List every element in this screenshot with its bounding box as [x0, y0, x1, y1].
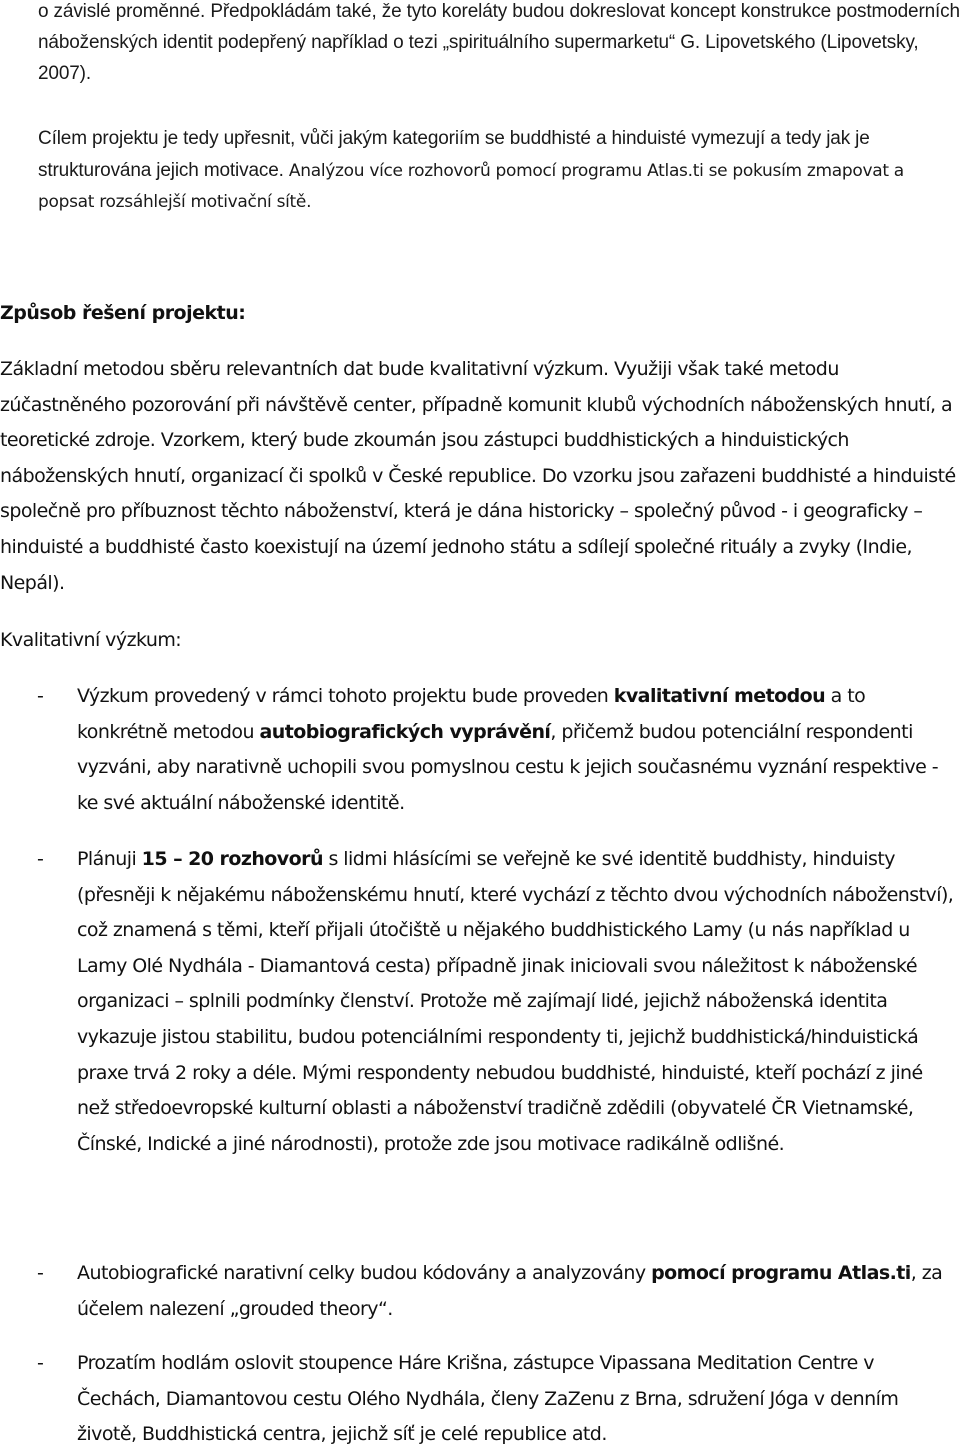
text-segment: s lidmi hlásícími se veřejně ke své identitě buddhisty, hinduisty (přesněji k nějakému náboženskému hnutí, které vychází z těchto dvou východních náboženství), což znamená s těmi, kteří přijali útočiště u nějakého buddhistického Lamy (u nás například u Lamy Olé Nydhála - Diamantová cesta) případně jinak iniciovali svou náležitost k náboženské organizaci – splnili podmínky členství. Protože mě zajímají lidé, jejichž náboženská identita vykazuje jistou stabilitu, budou potenciálními respondenty ti, jejichž buddhistická/hinduistická praxe trvá 2 roky a déle. Mými respondenty nebudou buddhisté, hinduisté, kteří pochází z jiné než středoevropské kulturní oblasti a náboženství tradičně zdědili (obyvatelé ČR Vietnamské, Čínské, Indické a jiné národnosti), protože zde jsou motivace radikálně odlišné.: [77, 848, 954, 1155]
list-marker: -: [37, 1352, 44, 1374]
text-segment: , za účelem nalezení „grouded theory“.: [77, 1262, 943, 1320]
list-marker: -: [37, 848, 44, 870]
intro-paragraph-1: o závislé proměnné. Předpokládám také, že tyto koreláty budou dokreslovat koncept konstrukce postmoderních náboženských identit podepřený například o tezi „spirituálního supermarketu“ G. Lipovetského (Lipovetsky, 2007).: [38, 1, 960, 84]
text-segment: a to konkrétně metodou: [77, 685, 866, 743]
text-segment: Plánuji: [77, 848, 142, 870]
section-heading: Způsob řešení projektu:: [0, 302, 246, 324]
text-segment: Výzkum provedený v rámci tohoto projektu bude proveden: [77, 685, 614, 707]
text-segment: Autobiografické narativní celky budou kódovány a analyzovány: [77, 1262, 652, 1284]
intro-paragraph-2-part-b: Analýzou více rozhovorů pomocí programu Atlas.ti se pokusím zmapovat a popsat rozsáhlejší motivační sítě.: [38, 161, 904, 212]
section-subheading: Kvalitativní výzkum:: [0, 629, 182, 651]
emphasis-atlas-program: pomocí programu Atlas.ti: [651, 1262, 911, 1284]
list-item-text: [77, 679, 960, 821]
list-marker: -: [37, 685, 44, 707]
emphasis-autobiographical-narratives: autobiografických vyprávění: [259, 720, 551, 743]
text-segment: Prozatím hodlám oslovit stoupence Háre Krišna, zástupce Vipassana Meditation Centre v Čechách, Diamantovou cestu Olého Nydhála, členy ZaZenu z Brna, sdružení Jóga v denním životě, Buddhistická centra, jejichž síť je celé republice atd.: [77, 1352, 899, 1446]
text-segment: , přičemž budou potenciální respondenti vyzváni, aby narativně uchopili svou pomyslnou cestu k jejich současnému vyznání respektive - ke své aktuální náboženské identitě.: [77, 720, 939, 814]
section-body-paragraph: Základní metodou sběru relevantních dat bude kvalitativní výzkum. Využiji však také metodu zúčastněného pozorování při návštěvě center, případně komunit klubů východních náboženských hnutí, a teoretické zdroje. Vzorkem, který bude zkoumán jsou zástupci buddhistických a hinduistických náboženských hnutí, organizací či spolků v České republice. Do vzorku jsou zařazeni buddhisté a hinduisté společně pro příbuznost těchto náboženství, která je dána historicky – společný původ - i geograficky – hinduisté a buddhisté často koexistují na území jednoho státu a sdílejí společné rituály a zvyky (Indie, Nepál).: [0, 358, 956, 594]
emphasis-qualitative-method: kvalitativní metodou: [613, 685, 826, 707]
list-item-text: [77, 842, 960, 1162]
intro-paragraph-2: [38, 123, 953, 218]
intro-paragraph-2-part-a: Cílem projektu je tedy upřesnit, vůči jakým kategoriím se buddhisté a hinduisté vymezují a tedy jak je strukturována jejich motivace.: [38, 128, 870, 181]
list-item-text: [77, 1346, 960, 1453]
list-marker: -: [37, 1262, 44, 1284]
list-item-text: [77, 1256, 960, 1327]
emphasis-interview-count: 15 – 20 rozhovorů: [141, 848, 323, 870]
